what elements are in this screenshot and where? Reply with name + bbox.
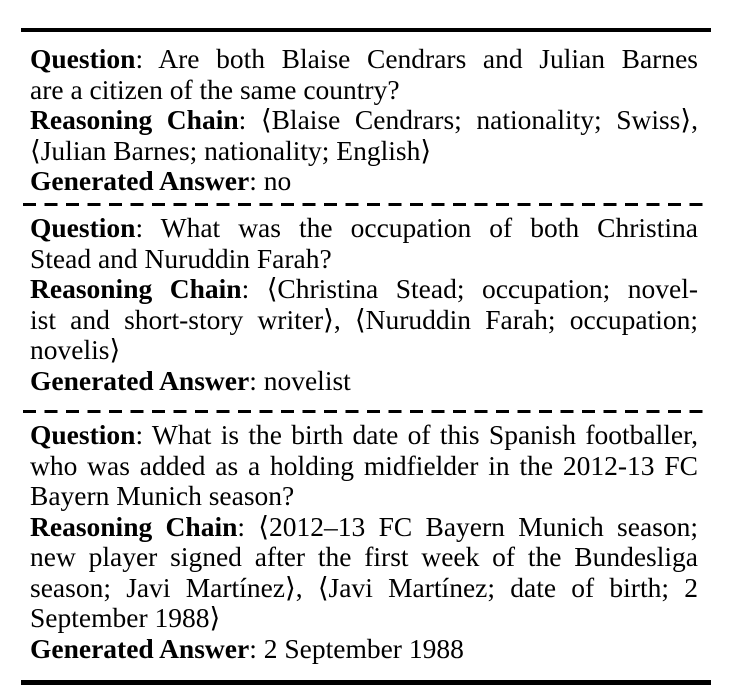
text-line (30, 603, 698, 634)
dashed-separator (23, 203, 709, 206)
qa-example-section (30, 44, 698, 197)
field-text: ist and short-story writer⟩, ⟨Nuruddin Farah; occupation; (30, 303, 698, 335)
field-label: Reasoning Chain (30, 510, 238, 542)
text-line (30, 451, 698, 482)
text-line (30, 634, 698, 665)
field-text: : novelist (249, 364, 351, 396)
text-line (30, 305, 698, 336)
text-line (30, 542, 698, 573)
field-text: : ⟨2012–13 FC Bayern Munich season; (237, 510, 698, 542)
field-text: : no (249, 165, 292, 196)
field-text: who was added as a holding midfielder in the 2012-13 FC (30, 449, 698, 481)
field-label: Question (30, 419, 136, 450)
field-text: Stead and Nuruddin Farah? (30, 242, 332, 274)
text-line (30, 136, 698, 167)
field-text: : ⟨Christina Stead; occupation; novel- (241, 273, 698, 304)
table-bottom-rule (21, 680, 711, 685)
text-line (30, 44, 698, 75)
qa-example-section (30, 213, 698, 396)
text-line (30, 481, 698, 512)
text-line (30, 366, 698, 397)
dashed-separator (23, 410, 709, 413)
text-line (30, 244, 698, 275)
text-line (30, 213, 698, 244)
field-label: Reasoning Chain (30, 104, 239, 135)
field-label: Question (30, 43, 136, 74)
field-text: : What was the occupation of both Christina (135, 212, 698, 243)
field-label: Generated Answer (30, 165, 250, 196)
text-line (30, 75, 698, 106)
field-text: Bayern Munich season? (30, 480, 295, 511)
field-label: Reasoning Chain (30, 273, 242, 304)
text-line (30, 166, 698, 197)
text-line (30, 420, 698, 451)
field-label: Question (30, 212, 136, 243)
field-text: season; Javi Martínez⟩, ⟨Javi Martínez; date of birth; 2 (30, 571, 698, 603)
text-line (30, 573, 698, 604)
field-text: : ⟨Blaise Cendrars; nationality; Swiss⟩, (238, 104, 698, 135)
field-text: are a citizen of the same country? (30, 73, 400, 105)
field-text: : What is the birth date of this Spanish footballer, (135, 419, 698, 450)
field-text: : Are both Blaise Cendrars and Julian Barnes (135, 43, 698, 74)
field-text: : 2 September 1988 (249, 632, 464, 664)
text-line (30, 335, 698, 366)
field-text: novelis⟩ (30, 334, 121, 365)
field-text: new player signed after the first week of the Bundesliga (30, 541, 698, 572)
field-text: ⟨Julian Barnes; nationality; English⟩ (30, 134, 432, 166)
text-line (30, 105, 698, 136)
table-top-rule (21, 28, 711, 33)
field-label: Generated Answer (30, 364, 250, 396)
text-line (30, 512, 698, 543)
field-text: September 1988⟩ (30, 602, 221, 633)
qa-example-section (30, 420, 698, 664)
field-label: Generated Answer (30, 632, 250, 664)
text-line (30, 274, 698, 305)
